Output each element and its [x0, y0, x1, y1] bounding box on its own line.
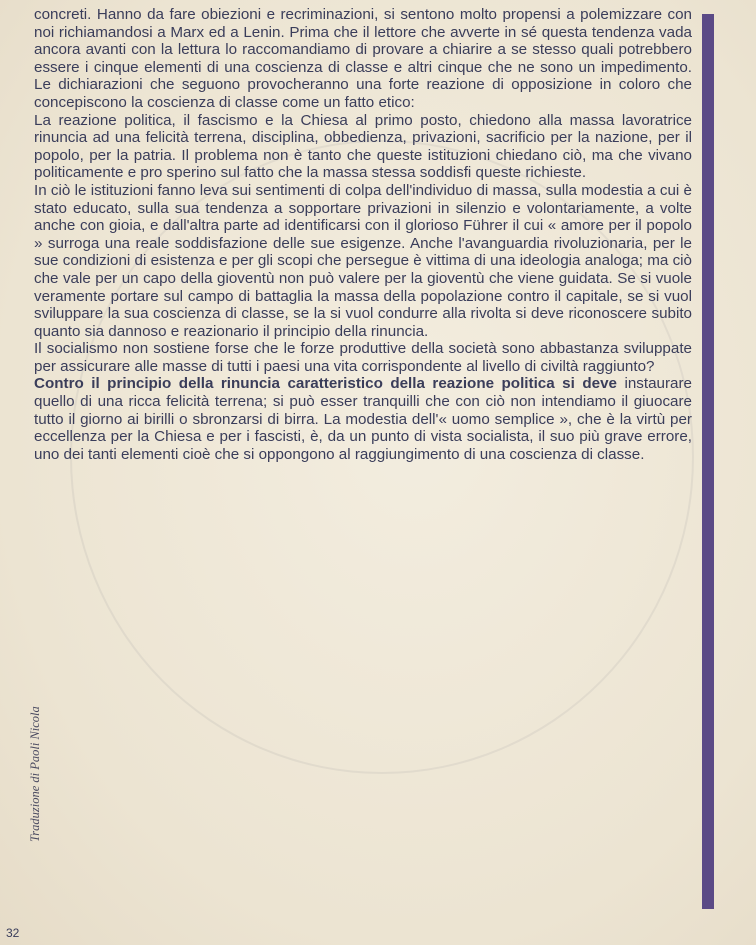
translator-credit-text: Traduzione di Paoli Nicola: [28, 706, 42, 842]
article-body: [34, 6, 692, 463]
translator-credit: [28, 670, 44, 850]
paragraph-2: La reazione politica, il fascismo e la Chiesa al primo posto, chiedono alla massa lavoratrice rinuncia ad una felicità terrena, disciplina, obbedienza, privazioni, sacrificio per la nazione, per il popolo, per la patria. Il problema non è tanto che queste istituzioni chiedano ciò, ma che vivano politicamente e pro sperino sul fatto che la massa stessa soddisfi queste richieste.: [34, 111, 692, 182]
paragraph-5-lead: Contro il principio della rinuncia caratteristico della reazione politica si deve: [34, 375, 617, 393]
paragraph-3: In ciò le istituzioni fanno leva sui sentimenti di colpa dell'individuo di massa, sulla modestia a cui è stato educato, sulla sua tendenza a sopportare privazioni in silenzio e volontariamente, a volte anche con gioia, e dall'altra parte ad identificarsi con il glorioso Führer il cui « amore per il popolo » surroga una reale soddisfazione delle sue esigenze. Anche l'avanguardia rivoluzionaria, per le sue condizioni di esistenza e per gli scopi che persegue è vittima di una ideologia analoga; ma ciò che vale per un capo della gioventù non può valere per la gioventù che viene guidata. Se si vuole veramente portare sul campo di battaglia la massa della popolazione contro il capitale, se si vuol sviluppare la sua coscienza di classe, se la si vuol condurre alla rivolta si deve riconoscere subito quanto sia dannoso e reazionario il principio della rinuncia.: [34, 181, 692, 340]
paragraph-5: [34, 375, 692, 463]
paragraph-4: Il socialismo non sostiene forse che le forze produttive della società sono abbastanza sviluppate per assicurare alle masse di tutti i paesi una vita corrispondente al livello di civiltà raggiunto?: [34, 340, 692, 375]
paragraph-1: concreti. Hanno da fare obiezioni e recriminazioni, si sentono molto propensi a polemizzare con noi richiamandosi a Marx ed a Lenin. Prima che il lettore che avverte in sé questa tendenza vada ancora avanti con la lettura lo raccomandiamo di provare a chiarire a se stesso quali potrebbero essere i cinque elementi di una coscienza di classe e altri cinque che ne sono un impedimento. Le dichiarazioni che seguono provocheranno una forte reazione di opposizione in coloro che concepiscono la coscienza di classe come un fatto etico:: [34, 6, 692, 111]
margin-rule: [702, 14, 714, 909]
paragraph-5-text: instaurare quello di una ricca felicità terrena; si può esser tranquilli che con ciò non intendiamo il giuocare tutto il giorno ai birilli o sbronzarsi di birra. La modestia dell'« uomo semplice », che è la virtù per eccellenza per la Chiesa e per i fascisti, è, da un punto di vista socialista, il suo più grave errore, uno dei tanti elementi cioè che si oppongono al raggiungimento di una coscienza di classe.: [34, 375, 692, 463]
page-number: 32: [6, 926, 20, 940]
